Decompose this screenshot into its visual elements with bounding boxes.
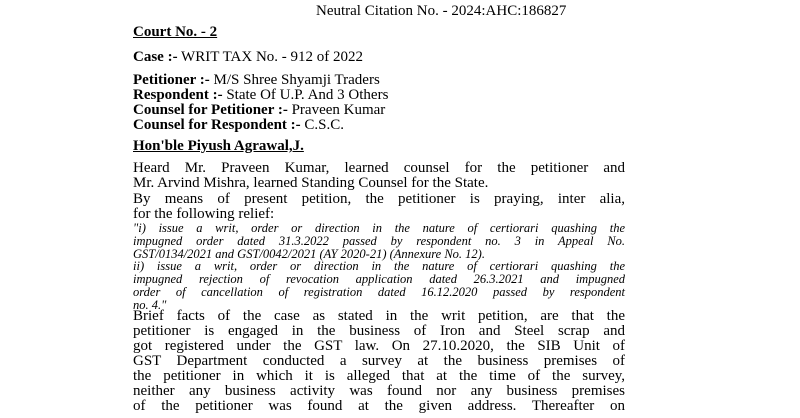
paragraph-heard [133, 161, 625, 191]
quoted-relief-2 [133, 260, 625, 312]
text-line: Brief facts of the case as stated in the writ petition, are that the [133, 308, 625, 324]
text-line: GST Department conducted a survey at the business premises of [133, 353, 625, 369]
counsel-petitioner-value: Praveen Kumar [287, 102, 386, 118]
text-line: the petitioner in which it is alleged that at the time of the survey, [133, 368, 625, 384]
counsel-respondent-value: C.S.C. [300, 117, 345, 133]
respondent-label: Respondent :- [133, 87, 223, 103]
text-line: got registered under the GST law. On 27.10.2020, the SIB Unit of [133, 338, 625, 354]
text-line: GST/0134/2021 and GST/0042/2021 (AY 2020-21) (Annexure No. 12). [133, 247, 485, 261]
petitioner-value: M/S Shree Shyamji Traders [209, 72, 380, 88]
court-number: Court No. - 2 [133, 24, 218, 40]
paragraph-relief [133, 192, 625, 222]
text-line: ii) issue a writ, order or direction in the nature of certiorari quashing the [133, 259, 625, 273]
counsel-petitioner-label: Counsel for Petitioner :- [133, 102, 288, 118]
petitioner-label: Petitioner :- [133, 72, 210, 88]
case-line [133, 49, 363, 66]
paragraph-brief-facts [133, 309, 625, 414]
text-line: impugned order dated 31.3.2022 passed by respondent no. 3 in Appeal No. [133, 234, 625, 248]
text-line: Mr. Arvind Mishra, learned Standing Counsel for the State. [133, 175, 489, 191]
text-line: of the petitioner was found at the given address. Thereafter on [133, 398, 625, 414]
case-value: WRIT TAX No. - 912 of 2022 [177, 49, 364, 65]
text-line: order of cancellation of registration dated 16.12.2020 passed by respondent [133, 285, 625, 299]
case-label: Case :- [133, 49, 178, 65]
text-line: no. 4." [133, 298, 167, 312]
text-line: Heard Mr. Praveen Kumar, learned counsel for the petitioner and [133, 160, 625, 176]
text-line: petitioner is engaged in the business of Iron and Steel scrap and [133, 323, 625, 339]
text-line: "i) issue a writ, order or direction in the nature of certiorari quashing the [133, 221, 625, 235]
neutral-citation: Neutral Citation No. - 2024:AHC:186827 [316, 3, 567, 19]
text-line: impugned rejection of revocation application dated 26.3.2021 and impugned [133, 272, 625, 286]
text-line: for the following relief: [133, 206, 275, 222]
respondent-value: State Of U.P. And 3 Others [222, 87, 389, 103]
judge-name: Hon'ble Piyush Agrawal,J. [133, 138, 304, 154]
text-line: neither any business activity was found nor any business premises [133, 383, 625, 399]
text-line: By means of present petition, the petitioner is praying, inter alia, [133, 191, 625, 207]
counsel-respondent-line [133, 117, 344, 134]
counsel-respondent-label: Counsel for Respondent :- [133, 117, 301, 133]
quoted-relief-1 [133, 222, 625, 261]
